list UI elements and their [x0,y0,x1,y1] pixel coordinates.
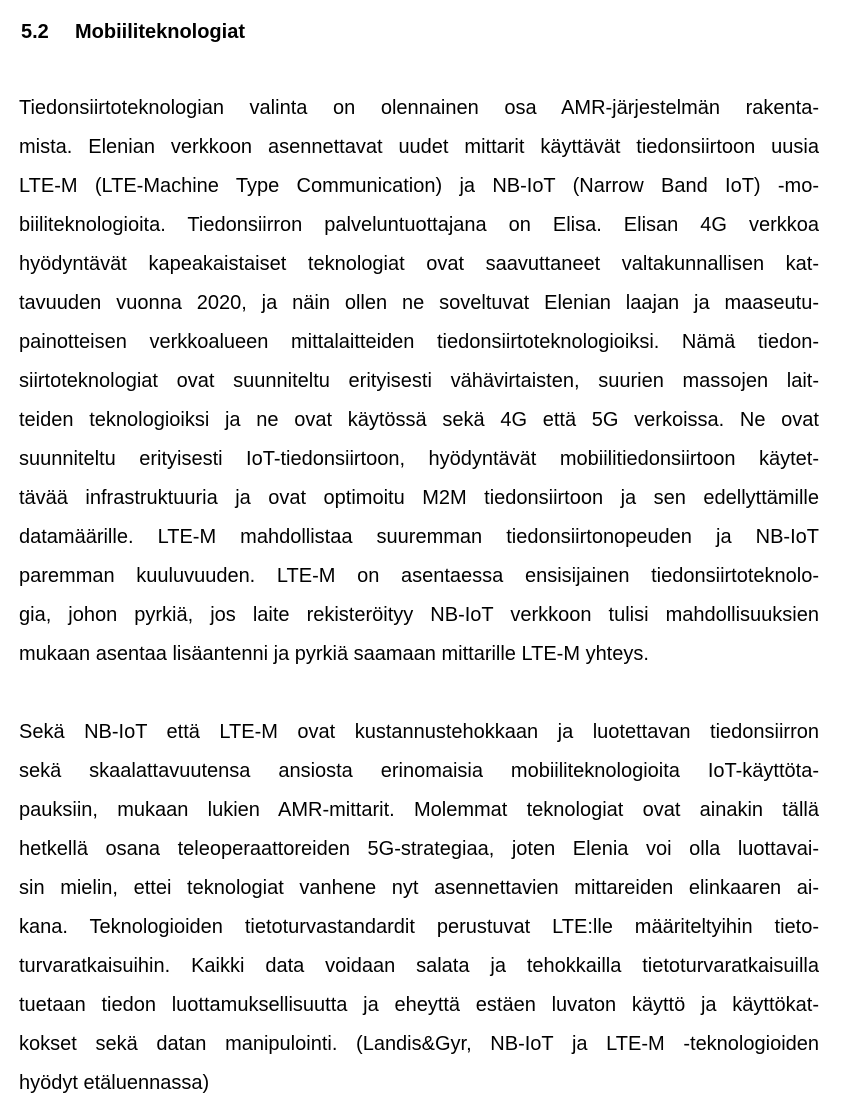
text-line: datamäärille. LTE-M mahdollistaa suuremman tiedonsiirtonopeuden ja NB-IoT [19,526,819,548]
paragraph-1 [19,89,819,674]
text-line: suunniteltu erityisesti IoT-tiedonsiirtoon, hyödyntävät mobiilitiedonsiirtoon käytet- [19,448,819,470]
text-line: kana. Teknologioiden tietoturvastandardit perustuvat LTE:lle määriteltyihin tieto- [19,916,819,938]
text-line: tavuuden vuonna 2020, ja näin ollen ne soveltuvat Elenian laajan ja maaseutu- [19,292,819,314]
text-line: siirtoteknologiat ovat suunniteltu erityisesti vähävirtaisten, suurien massojen lait- [19,370,819,392]
text-line: hyödyt etäluennassa) [19,1072,210,1094]
text-line: biiliteknologioita. Tiedonsiirron palveluntuottajana on Elisa. Elisan 4G verkkoa [19,214,819,236]
text-line: Sekä NB-IoT että LTE-M ovat kustannustehokkaan ja luotettavan tiedonsiirron [19,721,819,743]
text-line: teiden teknologioiksi ja ne ovat käytössä sekä 4G että 5G verkoissa. Ne ovat [19,409,819,431]
text-line: sin mielin, ettei teknologiat vanhene nyt asennettavien mittareiden elinkaaren ai- [19,877,819,899]
paragraph-2 [19,713,819,1103]
text-line: tävää infrastruktuuria ja ovat optimoitu M2M tiedonsiirtoon ja sen edellyttämille [19,487,819,509]
text-line: gia, johon pyrkiä, jos laite rekisteröityy NB-IoT verkkoon tulisi mahdollisuuksien [19,604,819,626]
text-line: LTE-M (LTE-Machine Type Communication) ja NB-IoT (Narrow Band IoT) -mo- [19,175,819,197]
text-line: paremman kuuluvuuden. LTE-M on asentaessa ensisijainen tiedonsiirtoteknolo- [19,565,819,587]
section-number: 5.2 [21,21,49,43]
text-line: hyödyntävät kapeakaistaiset teknologiat ovat saavuttaneet valtakunnallisen kat- [19,253,819,275]
text-line: pauksiin, mukaan lukien AMR-mittarit. Molemmat teknologiat ovat ainakin tällä [19,799,819,821]
text-line: tuetaan tiedon luottamuksellisuutta ja eheyttä estäen luvaton käyttö ja käyttökat- [19,994,819,1016]
section-heading [21,18,245,46]
text-line: mukaan asentaa lisäantenni ja pyrkiä saamaan mittarille LTE-M yhteys. [19,643,649,665]
section-title: Mobiiliteknologiat [75,21,245,43]
text-line: turvaratkaisuihin. Kaikki data voidaan salata ja tehokkailla tietoturvaratkaisuilla [19,955,819,977]
text-line: kokset sekä datan manipulointi. (Landis&Gyr, NB-IoT ja LTE-M -teknologioiden [19,1033,819,1055]
text-line: hetkellä osana teleoperaattoreiden 5G-strategiaa, joten Elenia voi olla luottavai- [19,838,819,860]
text-line: sekä skaalattavuutensa ansiosta erinomaisia mobiiliteknologioita IoT-käyttöta- [19,760,819,782]
text-line: mista. Elenian verkkoon asennettavat uudet mittarit käyttävät tiedonsiirtoon uusia [19,136,819,158]
text-line: painotteisen verkkoalueen mittalaitteiden tiedonsiirtoteknologioiksi. Nämä tiedon- [19,331,819,353]
text-line: Tiedonsiirtoteknologian valinta on olennainen osa AMR-järjestelmän rakenta- [19,97,819,119]
